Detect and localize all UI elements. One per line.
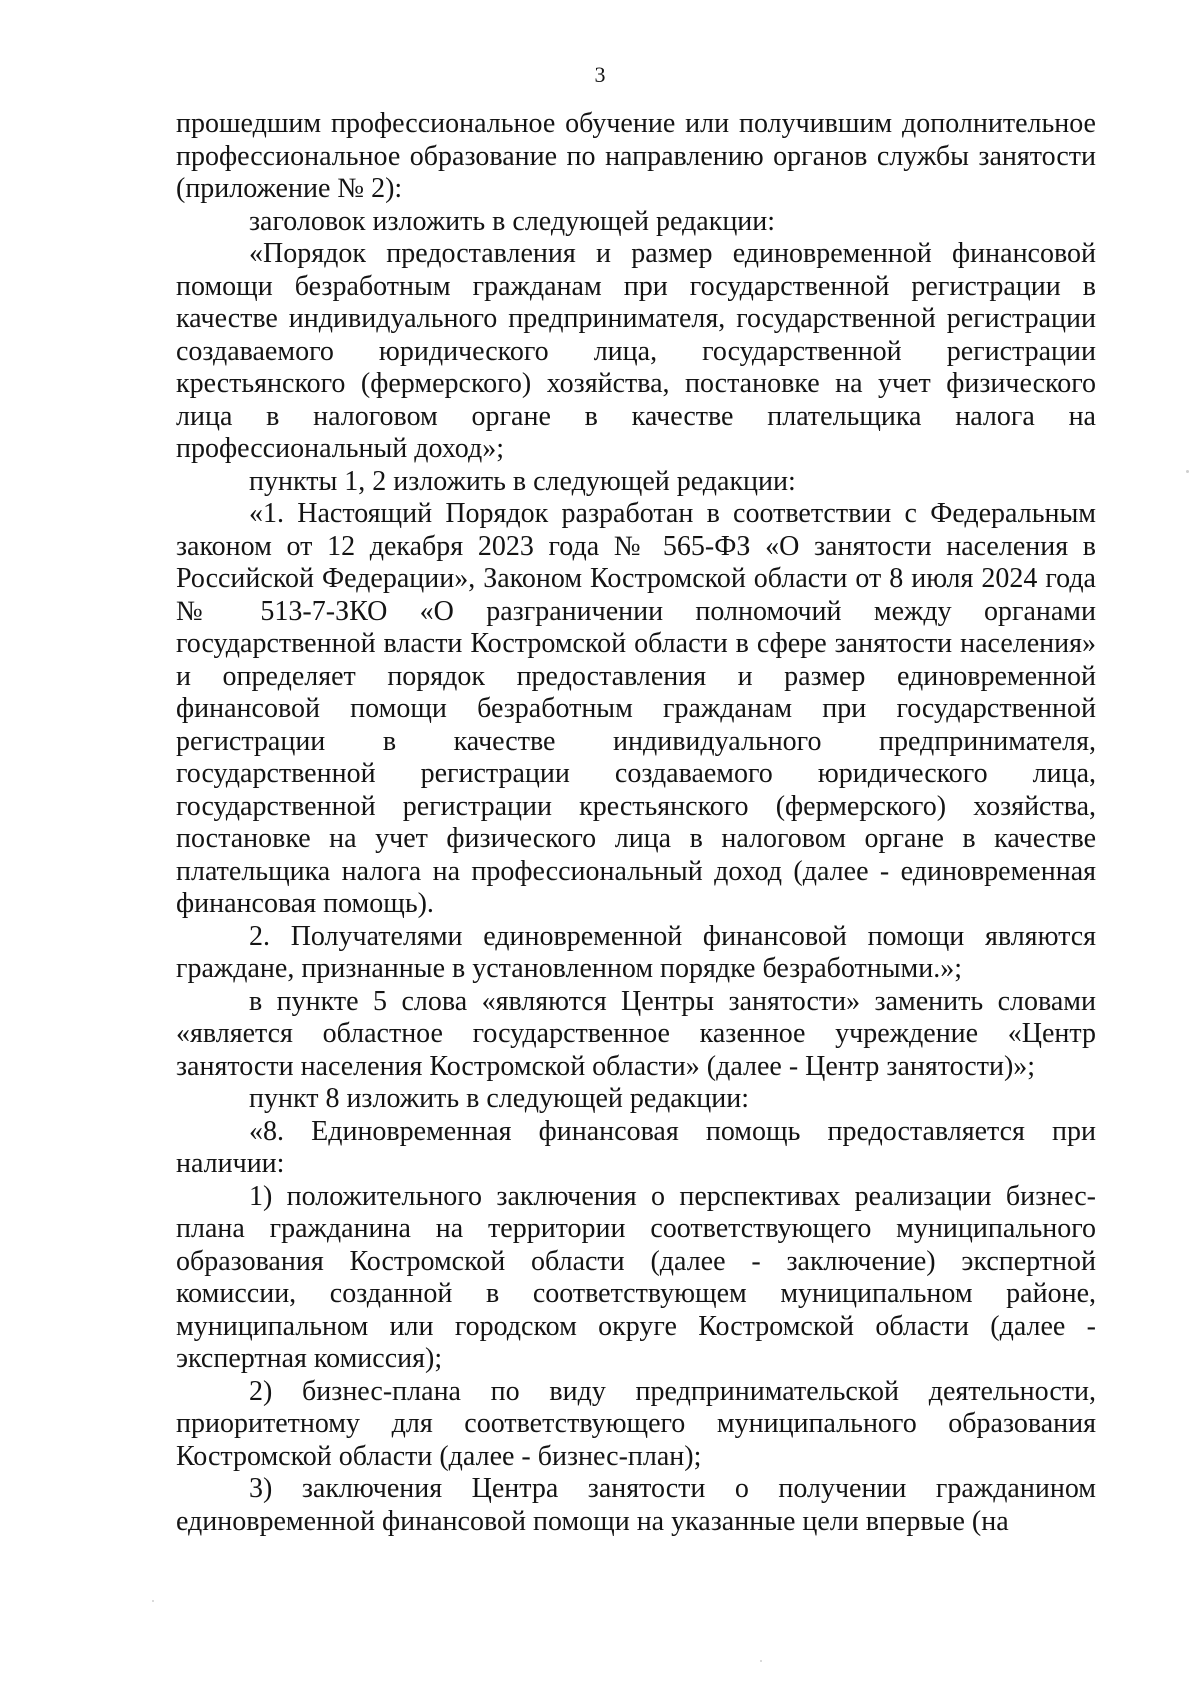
page-number: 3 <box>594 62 606 87</box>
paragraph-points-instruction: пункты 1, 2 изложить в следующей редакции: <box>249 465 796 497</box>
paragraph-subpoint-2: 2) бизнес-плана по виду предпринимательской деятельности, приоритетному для соответствующего муниципального образования Костромской области (далее - бизнес-план); <box>176 1375 1096 1472</box>
document-body <box>176 108 1096 1538</box>
paragraph-point-8: «8. Единовременная финансовая помощь предоставляется при наличии: <box>176 1115 1096 1179</box>
paragraph-point-1: «1. Настоящий Порядок разработан в соответствии с Федеральным законом от 12 декабря 2023 года № 565-ФЗ «О занятости населения в Российской Федерации», Законом Костромской области от 8 июля 2024 года № 513-7-ЗКО «О разграничении полномочий между органами государственной власти Костромской области в сфере занятости населения» и определяет порядок предоставления и размер единовременной финансовой помощи безработным гражданам при государственной регистрации в качестве индивидуального предпринимателя, государственной регистрации создаваемого юридического лица, государственной регистрации крестьянского (фермерского) хозяйства, постановке на учет физического лица в налоговом органе в качестве плательщика налога на профессиональный доход (далее - единовременная финансовая помощь). <box>176 498 1096 919</box>
paragraph-title-instruction: заголовок изложить в следующей редакции: <box>249 205 776 237</box>
scan-speck <box>1186 470 1189 473</box>
paragraph-subpoint-1: 1) положительного заключения о перспективах реализации бизнес-плана гражданина на территории соответствующего муниципального образования Костромской области (далее - заключение) экспертной комиссии, созданной в соответствующем муниципальном районе, муниципальном или городском округе Костромской области (далее - экспертная комиссия); <box>176 1180 1096 1374</box>
paragraph-point-8-instruction: пункт 8 изложить в следующей редакции: <box>249 1083 749 1114</box>
scan-speck <box>760 1660 762 1662</box>
paragraph-subpoint-3: 3) заключения Центра занятости о получении гражданином единовременной финансовой помощи на указанные цели впервые (на <box>176 1473 1096 1537</box>
paragraph-point-5-change: в пункте 5 слова «являются Центры занятости» заменить словами «является областное государственное казенное учреждение «Центр занятости населения Костромской области» (далее - Центр занятости)»; <box>176 985 1096 1082</box>
paragraph-new-title: «Порядок предоставления и размер единовременной финансовой помощи безработным гражданам при государственной регистрации в качестве индивидуального предпринимателя, государственной регистрации создаваемого юридического лица, государственной регистрации крестьянского (фермерского) хозяйства, постановке на учет физического лица в налоговом органе в качестве плательщика налога на профессиональный доход»; <box>176 238 1096 464</box>
scan-speck <box>152 1600 154 1602</box>
paragraph-continuation: прошедшим профессиональное обучение или получившим дополнительное профессиональное образование по направлению органов службы занятости (приложение № 2): <box>176 108 1096 204</box>
paragraph-point-2: 2. Получателями единовременной финансовой помощи являются граждане, признанные в установленном порядке безработными.»; <box>176 920 1096 984</box>
